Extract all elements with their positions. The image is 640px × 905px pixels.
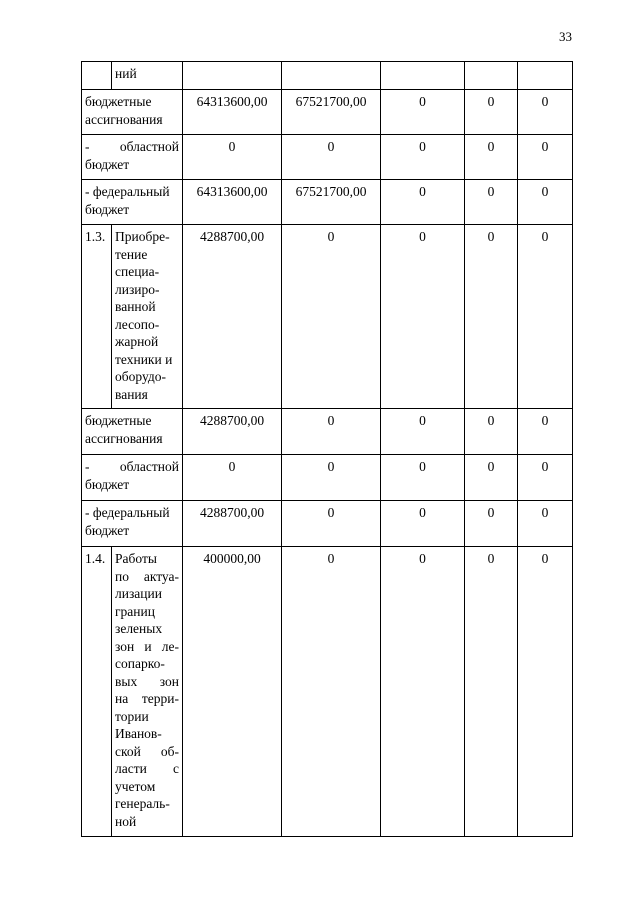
value-cell: 0 — [465, 409, 518, 455]
table-row — [82, 135, 573, 180]
table-row — [82, 409, 573, 455]
name-line: лизации — [115, 586, 162, 601]
value-cell: 400000,00 — [183, 547, 282, 837]
name-cell — [112, 225, 183, 409]
name-line: сопарко- — [115, 656, 165, 671]
name-cell — [82, 501, 183, 547]
name-line: Работы — [115, 551, 157, 566]
value-cell: 0 — [282, 135, 381, 180]
value-cell: 0 — [381, 225, 465, 409]
name-line: Иванов- — [115, 726, 162, 741]
name-line: техники и — [115, 351, 173, 367]
value-cell: 0 — [282, 547, 381, 837]
value-cell — [465, 62, 518, 90]
name-line: бюджет — [85, 201, 130, 217]
value-cell: 67521700,00 — [282, 90, 381, 135]
name-cell — [112, 62, 183, 90]
value-cell: 0 — [381, 501, 465, 547]
name-line: учетом — [115, 778, 156, 794]
value-cell: 0 — [381, 409, 465, 455]
value-cell — [518, 62, 573, 90]
code-cell: 1.3. — [82, 225, 112, 409]
value-cell: 64313600,00 — [183, 180, 282, 225]
value-cell — [282, 62, 381, 90]
value-cell: 4288700,00 — [183, 225, 282, 409]
name-cell — [82, 455, 183, 501]
value-cell — [183, 62, 282, 90]
name-line: лесопо- — [115, 316, 160, 332]
table-row — [82, 180, 573, 225]
value-cell: 0 — [518, 180, 573, 225]
name-line: бюджет — [85, 522, 130, 538]
name-cell — [82, 135, 183, 180]
name-line: вания — [115, 386, 148, 402]
value-cell: 0 — [381, 547, 465, 837]
table-row — [82, 90, 573, 135]
name-line: зеленых — [115, 621, 163, 636]
name-line: - федеральный — [85, 184, 170, 199]
name-line: - федеральный — [85, 505, 170, 520]
value-cell: 0 — [381, 455, 465, 501]
value-cell: 0 — [465, 225, 518, 409]
name-line: бюджет — [85, 476, 130, 492]
value-cell: 0 — [183, 135, 282, 180]
name-line: ванной — [115, 299, 156, 314]
value-cell: 0 — [381, 135, 465, 180]
value-cell: 0 — [518, 455, 573, 501]
value-cell: 0 — [465, 547, 518, 837]
name-line: по актуа- — [115, 568, 179, 584]
value-cell — [381, 62, 465, 90]
name-line: ассигнования — [85, 430, 163, 446]
value-cell: 0 — [518, 409, 573, 455]
name-line: Приобре- — [115, 229, 170, 244]
value-cell: 0 — [381, 90, 465, 135]
name-line: специа- — [115, 264, 160, 279]
name-line: бюджетные — [85, 413, 152, 428]
name-line: генераль- — [115, 796, 170, 811]
name-line: лизиро- — [115, 281, 160, 297]
value-cell: 0 — [183, 455, 282, 501]
value-cell: 0 — [518, 90, 573, 135]
name-line: зон и ле- — [115, 638, 179, 654]
value-cell: 0 — [465, 501, 518, 547]
name-line: ний — [115, 66, 137, 81]
value-cell: 0 — [465, 135, 518, 180]
value-cell: 4288700,00 — [183, 409, 282, 455]
name-line: ной — [115, 813, 137, 829]
name-line: жарной — [115, 334, 159, 349]
value-cell: 0 — [465, 180, 518, 225]
value-cell: 0 — [518, 547, 573, 837]
code-cell — [82, 62, 112, 90]
table-row — [82, 62, 573, 90]
name-cell — [82, 90, 183, 135]
budget-table — [81, 61, 573, 837]
name-line: границ — [115, 603, 155, 619]
name-line: оборудо- — [115, 369, 166, 384]
name-line: ской об- — [115, 743, 179, 759]
value-cell: 0 — [465, 455, 518, 501]
table-row — [82, 455, 573, 501]
name-line: - областной — [85, 459, 179, 474]
value-cell: 0 — [465, 90, 518, 135]
value-cell: 0 — [381, 180, 465, 225]
name-cell — [82, 409, 183, 455]
value-cell: 0 — [282, 225, 381, 409]
value-cell: 0 — [518, 135, 573, 180]
value-cell: 4288700,00 — [183, 501, 282, 547]
table-row — [82, 225, 573, 409]
value-cell: 0 — [282, 501, 381, 547]
name-line: тории — [115, 708, 149, 724]
table-row — [82, 547, 573, 837]
table-row — [82, 501, 573, 547]
value-cell: 0 — [518, 501, 573, 547]
name-cell — [82, 180, 183, 225]
name-line: - областной — [85, 139, 179, 154]
value-cell: 0 — [282, 455, 381, 501]
value-cell: 0 — [518, 225, 573, 409]
name-line: на терри- — [115, 691, 179, 706]
name-line: бюджетные — [85, 94, 152, 109]
name-line: тение — [115, 246, 148, 262]
value-cell: 0 — [282, 409, 381, 455]
code-cell: 1.4. — [82, 547, 112, 837]
value-cell: 67521700,00 — [282, 180, 381, 225]
name-line: бюджет — [85, 156, 130, 172]
page-number: 33 — [559, 29, 572, 44]
value-cell: 64313600,00 — [183, 90, 282, 135]
name-line: ласти с — [115, 761, 179, 776]
name-line: ассигнования — [85, 111, 163, 127]
name-line: вых зон — [115, 673, 179, 689]
name-cell — [112, 547, 183, 837]
